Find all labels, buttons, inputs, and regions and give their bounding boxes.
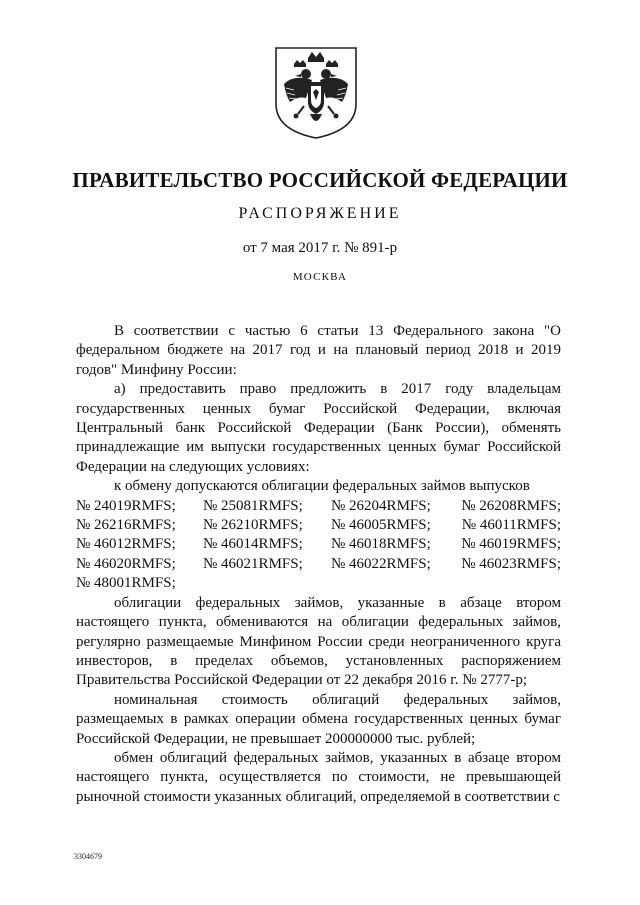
paragraph-preamble: В соответствии с частью 6 статьи 13 Федерального закона "О федеральном бюджете на 2017 год и на плановый период 2018 и 2019 годов" Минфину России: <box>76 323 561 378</box>
bond-issue: № 26208RMFS; <box>461 497 561 514</box>
bond-issue: № 46019RMFS; <box>461 536 561 553</box>
paragraph-nominal-value: номинальная стоимость облигаций федеральных займов, размещаемых в рамках операции обмена государственных ценных бумаг Российской Федерации, не превышает 200000000 тыс. рублей; <box>76 691 561 747</box>
bond-issue: № 46012RMFS; <box>76 536 176 553</box>
bond-issue: № 46014RMFS; <box>203 536 303 553</box>
document-code: 3304679 <box>74 852 102 861</box>
bond-issue: № 46018RMFS; <box>331 536 431 553</box>
paragraph-item-a: а) предоставить право предложить в 2017 году владельцам государственных ценных бумаг Российской Федерации, включая Центральный банк Российской Федерации (Банк России), обменять принадлежащие им выпуски государственных ценных бумаг Российской Федерации на следующих условиях: <box>76 381 561 475</box>
bond-issue: № 24019RMFS; <box>76 497 176 514</box>
bond-issue: № 46023RMFS; <box>461 555 561 572</box>
bond-issue: № 46020RMFS; <box>76 555 176 572</box>
bond-issue: № 46011RMFS; <box>461 517 561 534</box>
document-type: РАСПОРЯЖЕНИЕ <box>238 205 402 222</box>
document-body <box>76 322 561 807</box>
document-date-number: от 7 мая 2017 г. № 891-р <box>242 240 398 256</box>
bond-issue: № 26210RMFS; <box>203 517 303 534</box>
bond-issue: № 26204RMFS; <box>331 497 431 514</box>
government-title: ПРАВИТЕЛЬСТВО РОССИЙСКОЙ ФЕДЕРАЦИИ <box>72 168 568 192</box>
bond-issue: № 46021RMFS; <box>203 555 303 572</box>
russian-coat-of-arms-emblem <box>272 44 360 140</box>
bond-issue: № 46022RMFS; <box>331 555 431 572</box>
bond-issue: № 25081RMFS; <box>203 497 303 514</box>
bond-issue-list <box>76 497 561 594</box>
paragraph-exchange-price: обмен облигаций федеральных займов, указанных в абзаце втором настоящего пункта, осуществляется по стоимости, не превышающей рыночной стоимости указанных облигаций, определяемой в соответствии с <box>76 749 561 805</box>
paragraph-exchange-target: облигации федеральных займов, указанные в абзаце втором настоящего пункта, обмениваются на облигации федеральных займов, регулярно размещаемые Минфином России среди неограниченного круга инвесторов, в пределах объемов, установленных распоряжением Правительства Российской Федерации от 22 декабря 2016 г. № 2777-р; <box>76 594 561 689</box>
paragraph-exchange-intro: к обмену допускаются облигации федеральных займов выпусков <box>114 478 530 495</box>
bond-issue: № 48001RMFS; <box>76 575 176 592</box>
bond-issue: № 26216RMFS; <box>76 517 176 534</box>
document-city: МОСКВА <box>292 271 348 283</box>
bond-issue: № 46005RMFS; <box>331 517 431 534</box>
